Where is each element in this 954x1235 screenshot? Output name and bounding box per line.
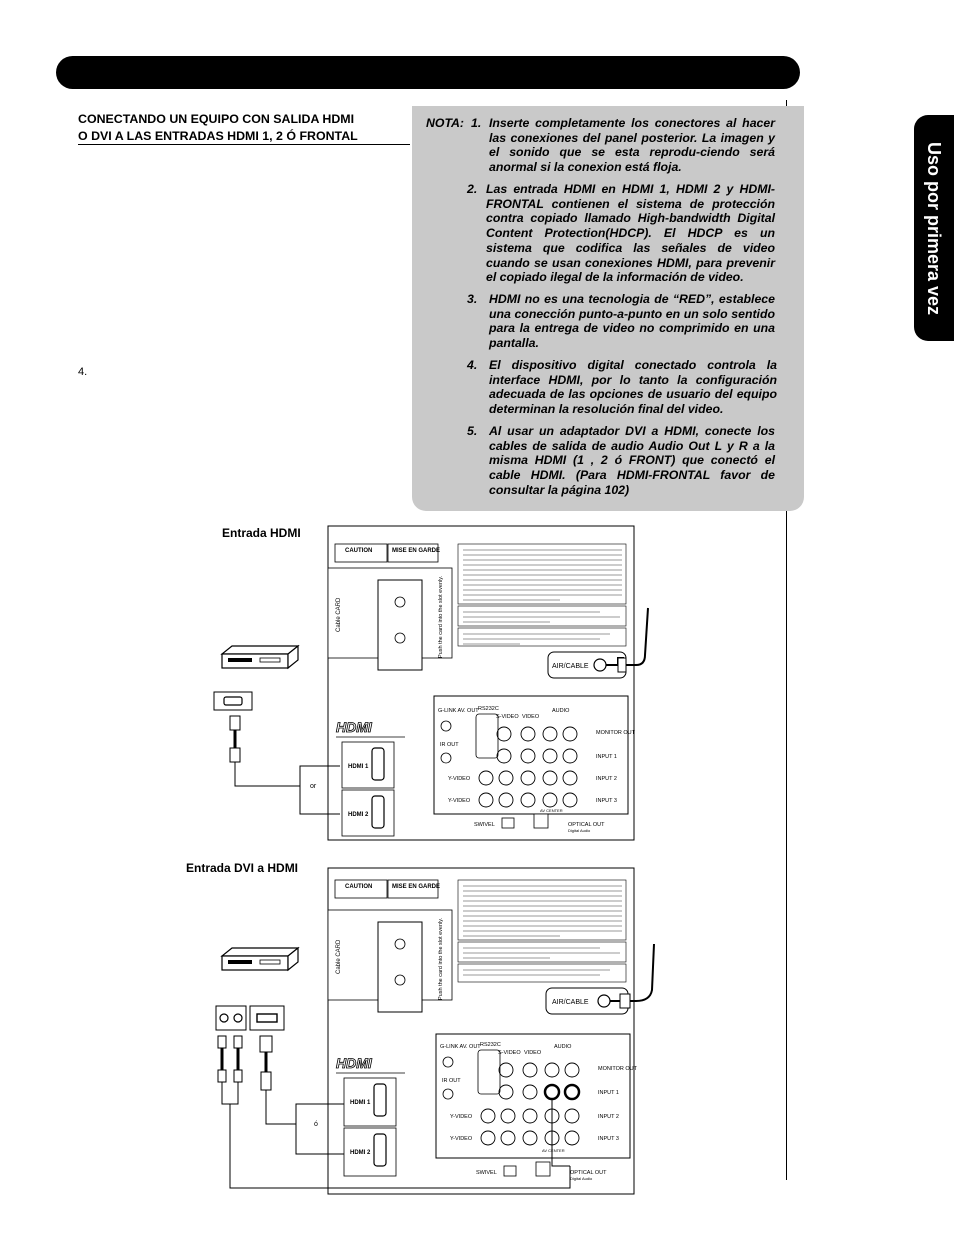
dvi-connection-diagram <box>200 862 670 1198</box>
dolby-notice-box <box>458 628 626 646</box>
av-center-label: AV CENTER <box>540 808 563 813</box>
section-heading <box>78 111 408 145</box>
hdmi-connection-diagram <box>200 520 670 846</box>
g-link-label-2: G-LINK AV. OUT <box>440 1044 481 1050</box>
air-cable-label-2: AIR/CABLE <box>552 999 589 1006</box>
source-device <box>222 646 298 668</box>
rs232c-port <box>476 714 498 758</box>
header-bar <box>56 56 800 89</box>
optical-out-label: OPTICAL OUT <box>568 822 605 828</box>
push-card-label-2: Push the card into the slot evenly. <box>438 917 444 1000</box>
card-slot <box>378 580 422 670</box>
dvi-source-device <box>222 948 298 970</box>
input3-label-2: INPUT 3 <box>598 1136 619 1142</box>
optical-out-label-2: OPTICAL OUT <box>570 1170 607 1176</box>
note-4-text: El dispositivo digital conectado controla la interface HDMI, por lo tanto la configuración adecuada de las opciones de usuario del equipo determinan la resolución final del video. <box>489 358 777 417</box>
ir-out-label: IR OUT <box>440 742 459 748</box>
note-5-text: Al usar un adaptador DVI a HDMI, conecte los cables de salida de audio Audio Out L y R a la misma HDMI (1 , 2 ó FRONT) que conectó el cable HDMI. (Para HDMI-FRONTAL favor de consultar la página 102) <box>489 424 775 497</box>
notes-prefix: NOTA: <box>426 116 465 130</box>
hdmi1-label: HDMI 1 <box>348 764 369 770</box>
rs232c-label: RS232C <box>478 706 499 712</box>
patent-notice-box <box>458 606 626 626</box>
input1-label: INPUT 1 <box>596 754 617 760</box>
side-tab-label: Uso por primera vez <box>924 141 945 315</box>
hdmi-output-icon <box>224 697 242 705</box>
dvi-diagram-title: Entrada DVI a HDMI <box>186 861 299 875</box>
input1-label-2: INPUT 1 <box>598 1090 619 1096</box>
digital-audio-label-2: Digital Audio <box>570 1176 593 1181</box>
input2-label: INPUT 2 <box>596 776 617 782</box>
s-video-label: S-VIDEO <box>496 714 519 720</box>
g-link-label: G-LINK AV. OUT <box>438 708 479 714</box>
hdmi2-label-2: HDMI 2 <box>350 1150 371 1156</box>
hdmi-cable <box>230 716 340 814</box>
monitor-out-label-2: MONITOR OUT <box>598 1066 638 1072</box>
hdmi-diagram-title: Entrada HDMI <box>222 526 301 540</box>
cable-card-label: Cable CARD <box>336 597 342 632</box>
y-video-label-2: Y-VIDEO <box>448 798 471 804</box>
swivel-label-2: SWIVEL <box>476 1170 497 1176</box>
note-5-number: 5. <box>467 424 478 438</box>
caution-label-2: CAUTION <box>345 884 373 890</box>
section-heading-line2: O DVI A LAS ENTRADAS HDMI 1, 2 Ó FRONTAL <box>78 129 358 143</box>
card-slot-2 <box>378 922 422 1012</box>
hdmi-or-label: or <box>310 783 317 790</box>
note-3-text: HDMI no es una tecnologia de “RED”, establece una conección punto-a-punto en un solo sentido para la entrega de video no comprimido en una pantalla. <box>489 292 775 351</box>
heading-rule <box>78 144 410 145</box>
audio-label: AUDIO <box>552 708 570 714</box>
optical-port <box>534 814 548 828</box>
input3-label: INPUT 3 <box>596 798 617 804</box>
dvi-to-hdmi-cable <box>260 1036 272 1090</box>
note-2-number: 2. <box>467 182 478 196</box>
monitor-out-label: MONITOR OUT <box>596 730 636 736</box>
input2-label-2: INPUT 2 <box>598 1114 619 1120</box>
caution-label: CAUTION <box>345 548 373 554</box>
note-2-text: Las entrada HDMI en HDMI 1, HDMI 2 y HDMI-FRONTAL contienen el sistema de protección contra copiado llamado High-bandwidth Digital Content Protection(HDCP). El HDCP es un sistema que codifica las señales de video cuando se usan conexiones HDMI, para prevenir el copiado ilegal de la información de video. <box>486 182 775 285</box>
audio-label-2: AUDIO <box>554 1044 572 1050</box>
rs232c-label-2: RS232C <box>480 1042 501 1048</box>
push-card-label: Push the card into the slot evenly. <box>438 575 444 658</box>
ir-out-label-2: IR OUT <box>442 1078 461 1084</box>
digital-audio-label: Digital Audio <box>568 828 591 833</box>
y-video-label-3: Y-VIDEO <box>450 1114 473 1120</box>
mise-en-garde-label-2: MISE EN GARDE <box>392 884 441 890</box>
dvi-output-icon <box>257 1014 277 1022</box>
hdmi2-jack <box>372 796 384 828</box>
air-cable-label: AIR/CABLE <box>552 663 589 670</box>
step-number: 4. <box>78 366 88 378</box>
y-video-label-4: Y-VIDEO <box>450 1136 473 1142</box>
hdmi-logo: HDMI <box>336 719 372 735</box>
hdmi2-label: HDMI 2 <box>348 812 369 818</box>
hdmi1-jack <box>372 748 384 780</box>
y-video-label-1: Y-VIDEO <box>448 776 471 782</box>
side-tab-label-wrap <box>914 115 954 341</box>
s-video-label-2: S-VIDEO <box>498 1050 521 1056</box>
note-3-number: 3. <box>467 292 478 306</box>
hdmi-logo-2: HDMI <box>336 1055 372 1071</box>
swivel-label: SWIVEL <box>474 822 495 828</box>
mise-en-garde-label: MISE EN GARDE <box>392 548 441 554</box>
swivel-port <box>502 818 514 828</box>
dvi-or-label: ó <box>314 1121 318 1128</box>
video-label: VIDEO <box>522 714 540 720</box>
hdmi1-label-2: HDMI 1 <box>350 1100 371 1106</box>
av-center-label-2: AV CENTER <box>542 1148 565 1153</box>
note-1-number: 1. <box>471 116 482 130</box>
section-heading-line1: CONECTANDO UN EQUIPO CON SALIDA HDMI <box>78 112 355 126</box>
cable-card-label-2: Cable CARD <box>336 939 342 974</box>
note-1-text: Inserte completamente los conectores al hacer las conexiones del panel posterior. La imagen y el sonido que se esta reprodu-ciendo será anormal si la conexion está floja. <box>489 116 775 175</box>
audio-cables <box>218 1036 242 1082</box>
note-4-number: 4. <box>467 358 478 372</box>
video-label-2: VIDEO <box>524 1050 542 1056</box>
